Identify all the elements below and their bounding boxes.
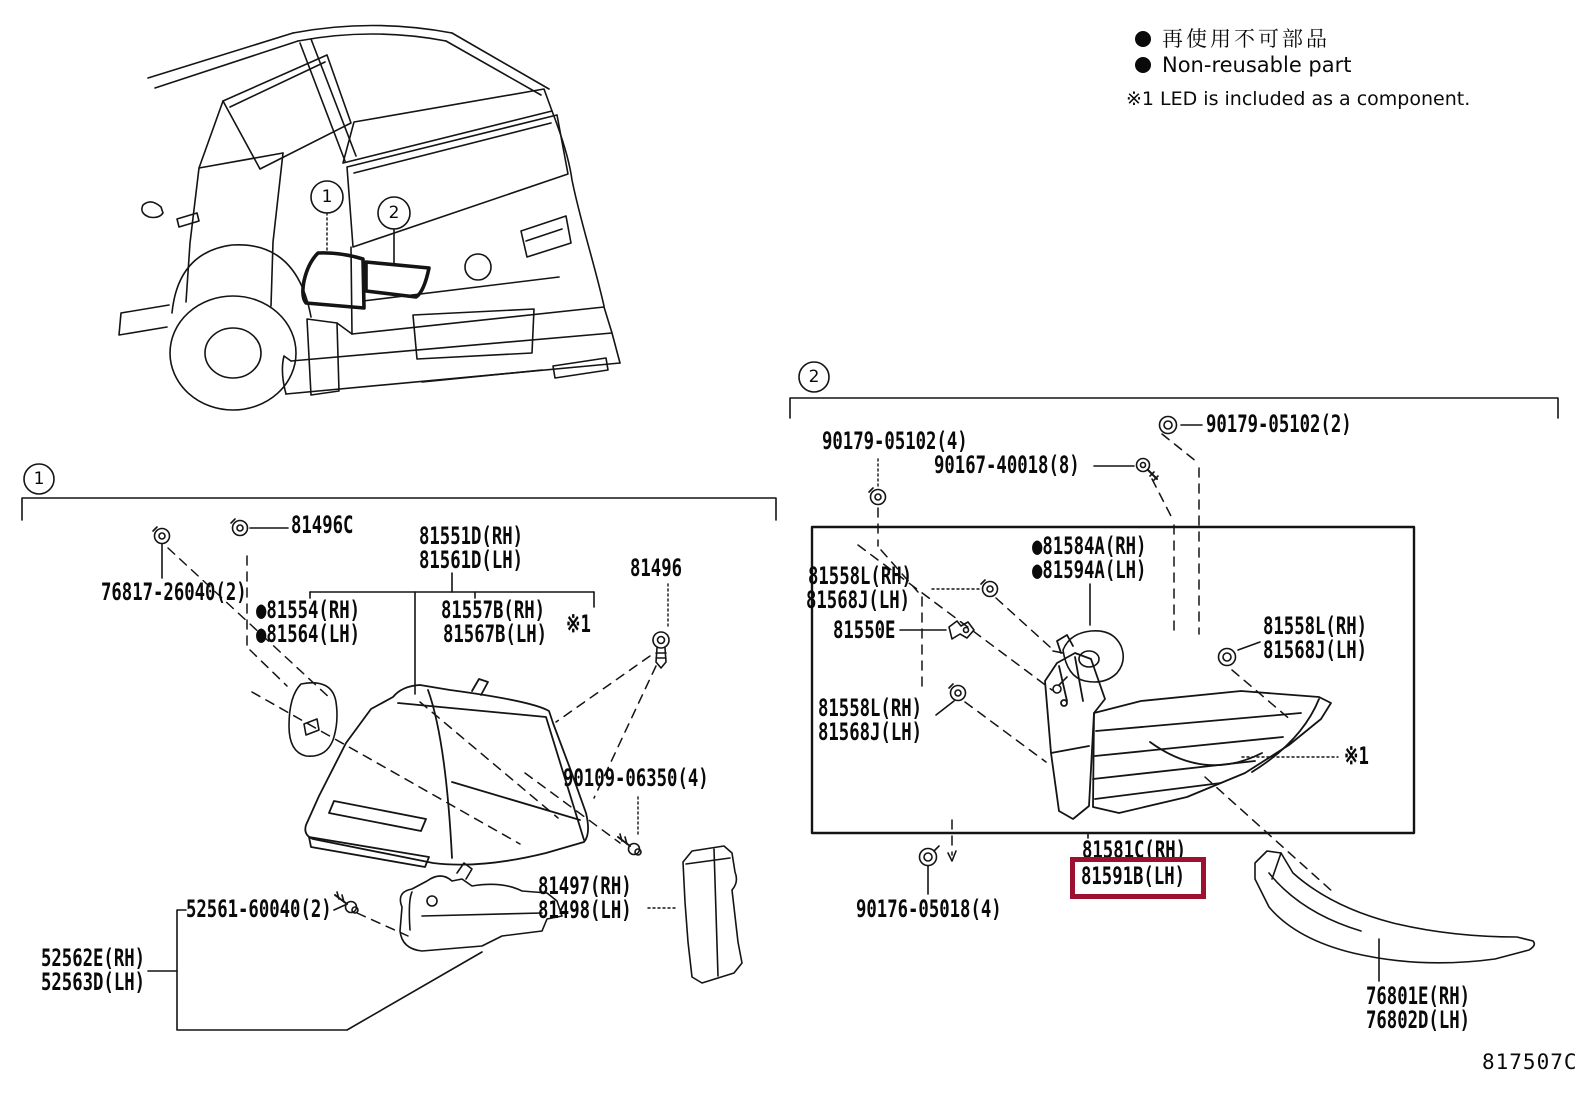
part-label-52561-60040[interactable]: 52561-60040(2) [186, 895, 332, 923]
ref-mark-1-s2: ※1 [1344, 742, 1369, 770]
part-label-81568J-top[interactable]: 81568J(LH) [806, 586, 911, 614]
part-label-81568J-right[interactable]: 81568J(LH) [1263, 636, 1368, 664]
side-mirror [142, 202, 163, 218]
part-label-81561D[interactable]: 81561D(LH) [419, 546, 524, 574]
part-label-81558L-right[interactable]: 81558L(RH) [1263, 612, 1368, 640]
brand-emblem [465, 254, 491, 280]
ref-mark-1-s1: ※1 [566, 610, 591, 638]
legend-non-reusable-jp: 再使用不可部品 [1162, 27, 1330, 51]
screw-icon [653, 632, 669, 668]
part-label-81567B[interactable]: 81567B(LH) [443, 620, 548, 648]
part-label-90179-05102-2[interactable]: 90179-05102(2) [1206, 410, 1352, 438]
side-window [223, 55, 351, 169]
part-label-81591B-selected[interactable]: 81591B(LH) [1081, 862, 1186, 890]
car-illustration [119, 26, 620, 411]
part-label-81551D[interactable]: 81551D(RH) [419, 522, 524, 550]
nut-icon [1219, 649, 1236, 666]
lid-tail-lamp-bold [366, 262, 429, 297]
legend-led-note: ※1 LED is included as a component. [1126, 88, 1471, 110]
screw-icon [618, 834, 641, 855]
section2-bracket [790, 398, 1558, 418]
part-label-81594A[interactable]: ●81594A(LH) [1032, 556, 1147, 584]
part-label-81496[interactable]: 81496 [630, 554, 683, 582]
bolt-icon [1137, 459, 1159, 481]
part-label-76802D[interactable]: 76802D(LH) [1366, 1006, 1471, 1034]
clip-icon [949, 684, 966, 701]
part-label-81554[interactable]: ●81554(RH) [256, 596, 361, 624]
car-callout-2[interactable]: 2 [388, 203, 400, 223]
nut-icon [920, 846, 940, 866]
wheel-arch [172, 245, 311, 317]
part-label-76801E[interactable]: 76801E(RH) [1366, 982, 1471, 1010]
screw-grommet-icon [949, 621, 974, 639]
nut-icon [1160, 417, 1177, 434]
non-reusable-dot-icon [1135, 31, 1151, 47]
part-label-81558L-bottom[interactable]: 81558L(RH) [818, 694, 923, 722]
part-label-52562E[interactable]: 52562E(RH) [41, 944, 146, 972]
legend-icons [1135, 31, 1151, 73]
part-label-90167-40018[interactable]: 90167-40018(8) [934, 451, 1080, 479]
clip-icon [981, 580, 998, 597]
part-label-81568J-bottom[interactable]: 81568J(LH) [818, 718, 923, 746]
clip-icon [153, 527, 170, 544]
rear-spoiler [343, 89, 552, 163]
part-label-81564[interactable]: ●81564(LH) [256, 620, 361, 648]
part-label-81496C[interactable]: 81496C [291, 511, 354, 539]
tail-lamp-unit-1 [305, 679, 588, 867]
part-label-76817-26040[interactable]: 76817-26040(2) [101, 578, 247, 606]
part-label-81584A[interactable]: ●81584A(RH) [1032, 532, 1147, 560]
part-label-52563D[interactable]: 52563D(LH) [41, 968, 146, 996]
backdoor-garnish [1255, 851, 1534, 963]
diagram-code: 817507C [1482, 1050, 1578, 1074]
lamp-spacer [683, 846, 742, 983]
part-label-90179-05102-4[interactable]: 90179-05102(4) [822, 427, 968, 455]
quarter-tail-lamp-bold [303, 253, 364, 308]
part-label-81550E[interactable]: 81550E [833, 616, 896, 644]
clip-icon [869, 488, 886, 505]
clip-icon [231, 519, 248, 536]
non-reusable-dot-icon [1135, 57, 1151, 73]
rear-wheel [170, 296, 296, 410]
part-label-90176-05018[interactable]: 90176-05018(4) [856, 895, 1002, 923]
screw-icon [335, 892, 358, 913]
part-label-81558L-top[interactable]: 81558L(RH) [808, 562, 913, 590]
section1-bracket [22, 498, 776, 520]
lamp-gasket [289, 683, 337, 756]
section2-callout[interactable]: 2 [808, 367, 820, 387]
legend-non-reusable-en: Non-reusable part [1162, 53, 1352, 77]
section1-callout[interactable]: 1 [33, 469, 45, 489]
door-handle [177, 213, 199, 227]
car-callout-1[interactable]: 1 [321, 187, 333, 207]
part-label-81497[interactable]: 81497(RH) [538, 872, 632, 900]
part-label-90109-06350[interactable]: 90109-06350(4) [563, 764, 709, 792]
part-label-81581C[interactable]: 81581C(RH) [1082, 836, 1187, 864]
part-label-81557B[interactable]: 81557B(RH) [441, 596, 546, 624]
part-label-81498[interactable]: 81498(LH) [538, 896, 632, 924]
